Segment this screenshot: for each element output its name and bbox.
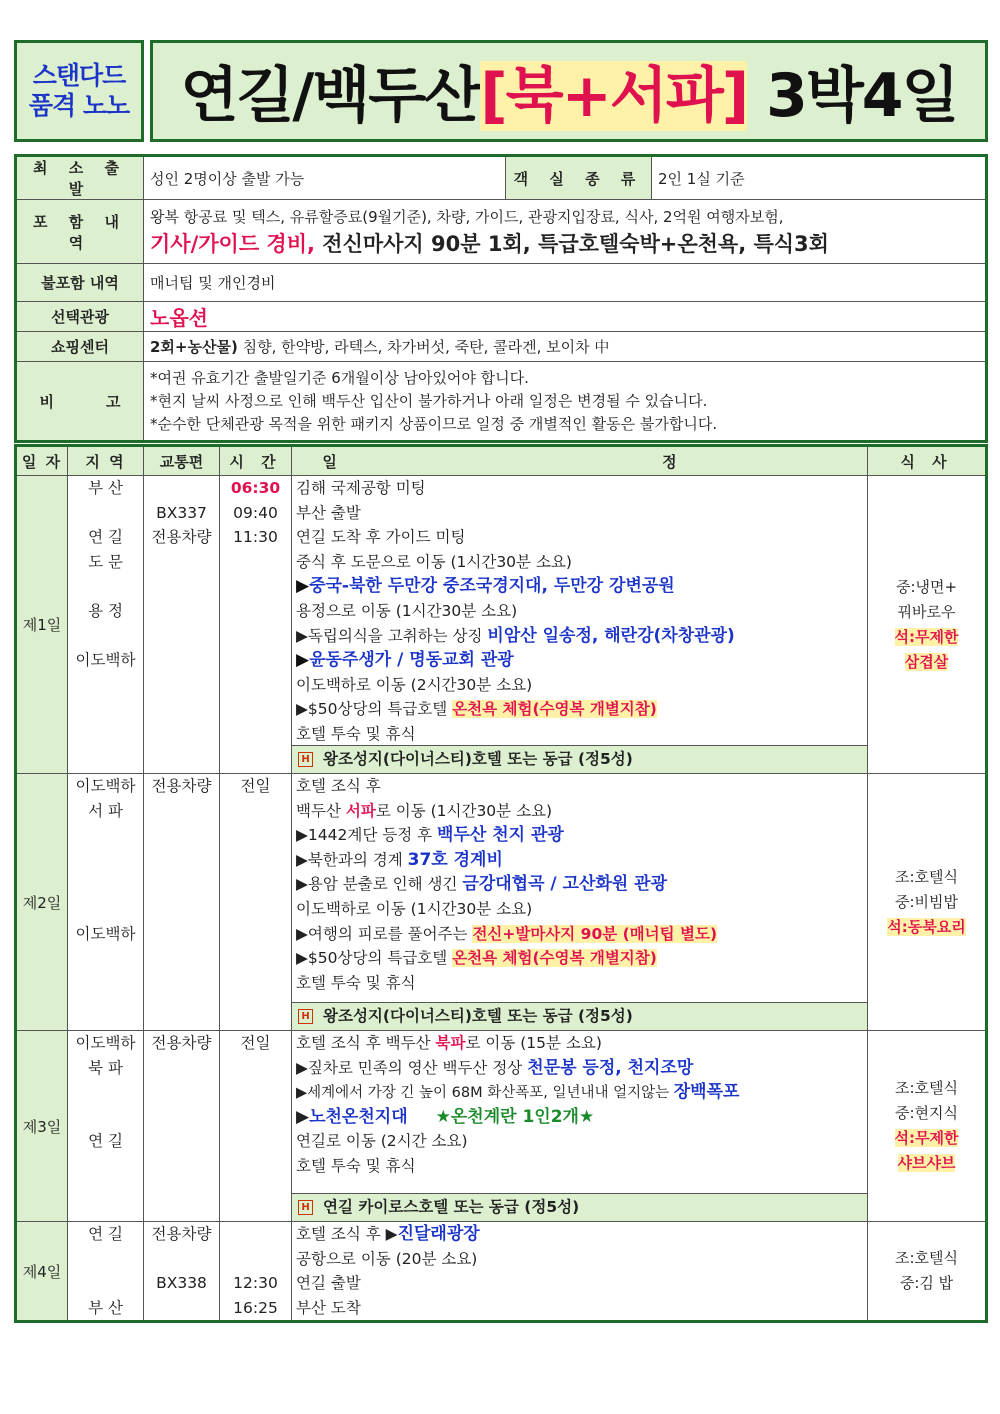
include-red: 기사/가이드 경비,	[150, 231, 315, 256]
transport	[144, 1031, 220, 1222]
include-rest: 전신마사지 90분 1회, 특급호텔숙박+온천욕, 특식3회	[314, 231, 829, 256]
include-label: 포 함 내 역	[16, 200, 144, 264]
hotel-name: 왕조성지(다이너스티)호텔 또는 동급 (정5성)	[323, 1007, 633, 1025]
itinerary-highlight: 진달래광장	[397, 1224, 480, 1244]
itinerary	[292, 476, 868, 774]
itinerary-line	[296, 799, 863, 824]
itinerary-line	[296, 697, 863, 722]
meal-item: 꿔바로우	[897, 602, 956, 621]
badge-line: 스탠다드	[32, 61, 126, 90]
arrow-bullet-icon: ▶	[296, 576, 310, 597]
hotel-icon: H	[298, 1009, 313, 1024]
itinerary-text: 세계에서 가장 긴 높이 68M 화산폭포, 일년내내 얼지않는	[307, 1085, 674, 1102]
itinerary-line: 호텔 투숙 및 휴식	[296, 973, 416, 992]
room-value: 2인 1실 기준	[652, 156, 987, 200]
region: 서 파	[88, 801, 123, 820]
include-line: 왕복 항공료 및 텍스, 유류할증료(9월기준), 차량, 가이드, 관광지입장료, 식사, 2억원 여행자보험,	[150, 207, 784, 226]
include-value	[144, 200, 987, 264]
region: 연 길	[88, 528, 123, 547]
itinerary-line: 연길 도착 후 가이드 미팅	[296, 528, 466, 547]
arrow-bullet-icon: ▶	[296, 949, 308, 968]
region: 도 문	[88, 552, 123, 571]
hotel-name: 왕조성지(다이너스티)호텔 또는 동급 (정5성)	[323, 750, 633, 768]
itinerary-text: 백두산	[296, 801, 346, 820]
col-transport: 교통편	[144, 446, 220, 476]
option-value: 노옵션	[144, 302, 987, 332]
time: 11:30	[233, 528, 278, 547]
schedule-header	[16, 446, 987, 476]
itinerary	[292, 1031, 868, 1222]
itinerary-line	[296, 624, 863, 649]
arrow-bullet-icon: ▶	[296, 1085, 308, 1102]
itinerary-text: $50상당의 특급호텔	[307, 700, 453, 719]
day-label: 제4일	[16, 1222, 68, 1322]
itinerary-line	[296, 1080, 863, 1105]
day-row	[16, 1222, 987, 1322]
itinerary-highlight: 중국-북한 두만강 중조국경지대, 두만강 강변공원	[309, 576, 675, 597]
itinerary-highlight: 노천온천지대	[309, 1106, 408, 1127]
day-label: 제2일	[16, 774, 68, 1031]
meal-item: 중:현지식	[894, 1104, 958, 1122]
col-region: 지 역	[68, 446, 144, 476]
exclude-value: 매너팁 및 개인경비	[144, 264, 987, 302]
vehicle: 전용차량	[151, 777, 212, 795]
meal-special: 석:무제한	[894, 627, 959, 646]
shop-value	[144, 332, 987, 362]
meal-special: 석:무제한	[894, 1129, 959, 1147]
itinerary-text: 로 이동 (1시간30분 소요)	[375, 801, 553, 820]
note-line: *여권 유효기간 출발일기준 6개월이상 남아있어야 합니다.	[150, 368, 529, 387]
hotel-row	[292, 1193, 867, 1221]
arrow-bullet-icon: ▶	[296, 650, 310, 671]
meals	[868, 1222, 987, 1322]
itinerary-text: 용암 분출로 인해 생긴	[307, 875, 463, 894]
arrow-bullet-icon: ▶	[296, 1106, 310, 1127]
arrow-bullet-icon: ▶	[296, 700, 308, 719]
note-line: *현지 날씨 사정으로 인해 백두산 입산이 불가하거나 아래 일정은 변경될 수 있습니다.	[150, 391, 708, 410]
itinerary-line: 연길로 이동 (2시간 소요)	[296, 1132, 468, 1151]
itinerary-line: 호텔 투숙 및 휴식	[296, 1156, 416, 1175]
badge-line: 품격 노노	[28, 91, 130, 120]
itinerary-line: 연길 출발	[296, 1274, 361, 1293]
meals	[868, 774, 987, 1031]
itinerary-text: 독립의식을 고취하는 상징	[307, 626, 488, 645]
itinerary-line: 이도백하로 이동 (1시간30분 소요)	[296, 899, 533, 918]
vehicle: 전용차량	[151, 1225, 212, 1243]
meal-special: 삼겹살	[904, 652, 949, 671]
option-label: 선택관광	[16, 302, 144, 332]
itinerary-highlight: 온천욕 체험(수영복 개별지참)	[452, 700, 657, 719]
meals	[868, 1031, 987, 1222]
itinerary-line: 공항으로 이동 (20분 소요)	[296, 1249, 478, 1268]
times	[220, 1031, 292, 1222]
times	[220, 774, 292, 1031]
day-label: 제3일	[16, 1031, 68, 1222]
shop-label: 쇼핑센터	[16, 332, 144, 362]
col-itinerary	[292, 446, 868, 476]
itinerary-highlight: 서파	[345, 801, 376, 820]
itinerary-line: 부산 출발	[296, 503, 361, 522]
itinerary-line	[296, 848, 863, 873]
regions	[68, 774, 144, 1031]
region: 연 길	[88, 1225, 123, 1243]
meal-item: 중:비빔밥	[894, 892, 958, 911]
itinerary-highlight: 천문봉 등정, 천지조망	[527, 1057, 694, 1078]
itinerary-line: 호텔 투숙 및 휴식	[296, 724, 416, 743]
note-label	[16, 362, 144, 442]
col-meals: 식 사	[868, 446, 987, 476]
itinerary-line	[296, 823, 863, 848]
itinerary-highlight: 금강대협곡 / 고산화원 관광	[462, 874, 667, 895]
itinerary-highlight: 북파	[435, 1034, 466, 1052]
time: 전일	[240, 1034, 271, 1052]
transport	[144, 476, 220, 774]
col-time: 시 간	[220, 446, 292, 476]
time: 16:25	[233, 1298, 278, 1317]
itinerary-text: $50상당의 특급호텔	[307, 949, 453, 968]
meal-item: 중:냉면+	[895, 577, 958, 596]
hotel-row	[292, 1002, 867, 1030]
hotel-icon: H	[298, 1200, 313, 1215]
itinerary-line: 용정으로 이동 (1시간30분 소요)	[296, 601, 518, 620]
page-title	[180, 48, 957, 134]
itinerary-text: 로 이동 (15분 소요)	[465, 1034, 602, 1052]
itinerary	[292, 774, 868, 1031]
arrow-bullet-icon: ▶	[296, 626, 308, 645]
itinerary-line: 부산 도착	[296, 1298, 361, 1317]
itinerary-text: 호텔 조식 후	[296, 1225, 386, 1243]
min-depart-value: 성인 2명이상 출발 가능	[144, 156, 506, 200]
itinerary-highlight: 37호 경계비	[407, 849, 503, 870]
flight-number: BX338	[156, 1274, 207, 1293]
arrow-bullet-icon: ▶	[296, 924, 308, 943]
times	[220, 1222, 292, 1322]
itinerary-line	[296, 648, 863, 673]
itinerary-highlight: 온천욕 체험(수영복 개별지참)	[452, 949, 657, 968]
meal-special: 샤브샤브	[897, 1154, 956, 1172]
include-highlight-line	[150, 229, 979, 259]
itinerary	[292, 1222, 868, 1322]
day-row	[16, 476, 987, 774]
region: 이도백하	[75, 651, 136, 670]
arrow-bullet-icon: ▶	[296, 826, 308, 845]
title-main: 연길/백두산	[180, 61, 481, 131]
regions	[68, 476, 144, 774]
itinerary-text: 짚차로 민족의 영산 백두산 정상	[307, 1058, 528, 1077]
arrow-bullet-icon: ▶	[296, 850, 308, 869]
itinerary-line	[296, 872, 863, 897]
title-duration: 3박4일	[747, 61, 958, 131]
regions	[68, 1222, 144, 1322]
itinerary-line: 호텔 조식 후	[296, 777, 381, 795]
exclude-label: 불포함 내역	[16, 264, 144, 302]
vehicle: 전용차량	[151, 528, 212, 547]
regions	[68, 1031, 144, 1222]
itinerary-highlight: 비암산 일송정, 해란강(차창관광)	[487, 625, 735, 646]
schedule-table	[14, 444, 988, 1323]
itinerary-text: 호텔 조식 후 백두산	[296, 1034, 436, 1052]
hotel-icon: H	[298, 752, 313, 767]
day-row	[16, 1031, 987, 1222]
col-itinerary-label: 일 정	[322, 452, 837, 471]
min-depart-label: 최 소 출 발	[16, 156, 144, 200]
shop-count: 2회+농산물)	[150, 338, 238, 356]
region: 부 산	[88, 1298, 123, 1317]
time: 06:30	[230, 479, 281, 497]
meals	[868, 476, 987, 774]
region: 연 길	[88, 1132, 123, 1151]
itinerary-text: 여행의 피로를 풀어주는	[307, 924, 473, 943]
hotel-row	[292, 745, 867, 773]
notes	[144, 362, 987, 442]
itinerary-line	[296, 946, 863, 971]
arrow-bullet-icon: ▶	[296, 875, 308, 894]
day-label: 제1일	[16, 476, 68, 774]
region: 부 산	[88, 479, 123, 497]
time: 전일	[240, 777, 271, 795]
meal-item: 조:호텔식	[894, 867, 958, 886]
itinerary-line: 중식 후 도문으로 이동 (1시간30분 소요)	[296, 552, 572, 571]
itinerary-line	[296, 1105, 863, 1130]
transport	[144, 1222, 220, 1322]
time: 12:30	[233, 1274, 278, 1293]
shop-list: 침향, 한약방, 라텍스, 차가버섯, 죽탄, 콜라겐, 보이차 中	[237, 338, 610, 356]
meal-item: 중:김 밥	[899, 1274, 954, 1293]
itinerary-line	[296, 1031, 863, 1056]
hotel-name: 연길 카이로스호텔 또는 동급 (정5성)	[323, 1198, 580, 1216]
region: 북 파	[88, 1058, 123, 1077]
transport	[144, 774, 220, 1031]
itinerary-text: 1442계단 등정 후	[307, 826, 438, 845]
itinerary-line	[296, 574, 863, 599]
itinerary-line: 이도백하로 이동 (2시간30분 소요)	[296, 675, 533, 694]
itinerary-highlight: 장백폭포	[673, 1082, 740, 1103]
itinerary-text: 북한과의 경계	[307, 850, 408, 869]
info-table	[14, 154, 988, 443]
grade-badge	[14, 40, 144, 142]
title-highlight: [북+서파]	[480, 61, 748, 131]
times	[220, 476, 292, 774]
title-box	[150, 40, 988, 142]
itinerary-line: 김해 국제공항 미팅	[296, 479, 426, 497]
itinerary-highlight: 윤동주생가 / 명동교회 관광	[309, 650, 514, 671]
arrow-bullet-icon: ▶	[385, 1225, 398, 1243]
arrow-bullet-icon: ▶	[296, 1058, 308, 1077]
itinerary-line	[296, 922, 863, 947]
itinerary-line	[296, 1222, 863, 1247]
meal-special: 석:동북요리	[887, 917, 966, 936]
room-label: 객 실 종 류	[506, 156, 652, 200]
day-row	[16, 774, 987, 1031]
meal-item: 조:호텔식	[894, 1249, 958, 1268]
meal-item: 조:호텔식	[894, 1079, 958, 1097]
col-day: 일 자	[16, 446, 68, 476]
itinerary-line	[296, 1056, 863, 1081]
region: 이도백하	[75, 777, 136, 795]
note-label-b: 고	[106, 392, 121, 411]
region: 용 정	[88, 601, 123, 620]
flight-number: BX337	[156, 503, 207, 522]
note-label-a: 비	[39, 392, 54, 411]
region: 이도백하	[75, 1034, 136, 1052]
note-line: *순수한 단체관광 목적을 위한 패키지 상품이므로 일정 중 개별적인 활동은 불가합니다.	[150, 414, 718, 433]
itinerary-highlight: 전신+발마사지 90분 (매너팁 별도)	[472, 924, 718, 943]
time: 09:40	[233, 503, 278, 522]
itinerary-highlight: 백두산 천지 관광	[437, 825, 564, 846]
vehicle: 전용차량	[151, 1034, 212, 1052]
region: 이도백하	[75, 924, 136, 943]
itinerary-highlight: ★온천계란 1인2개★	[435, 1106, 595, 1127]
